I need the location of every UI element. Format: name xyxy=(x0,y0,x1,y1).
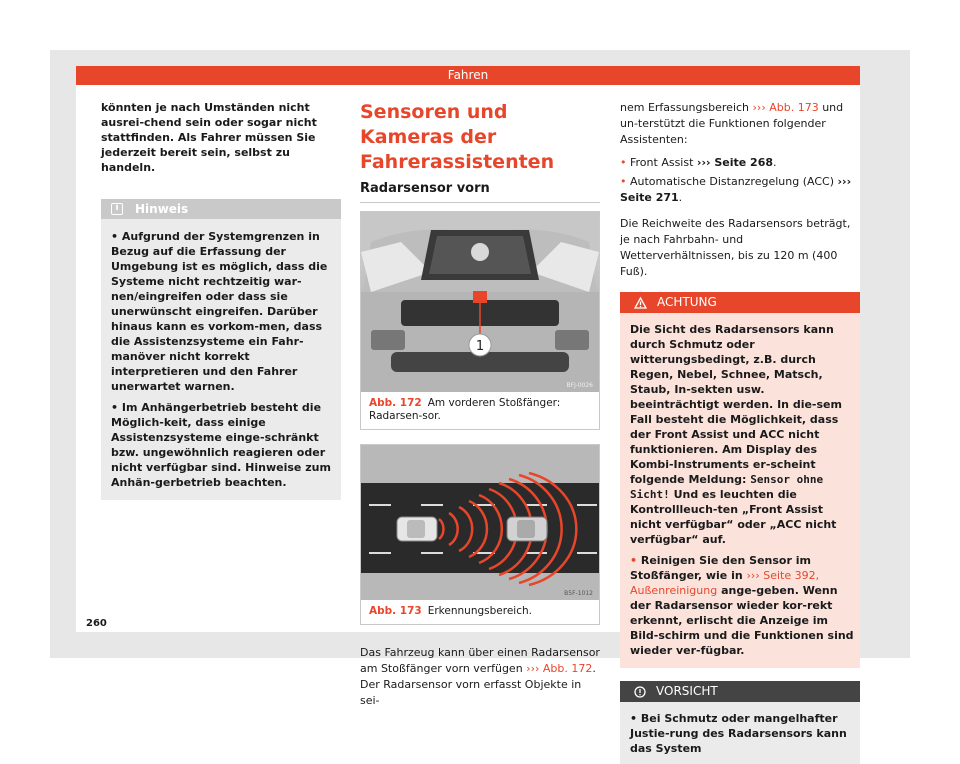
hint-title: Hinweis xyxy=(135,202,189,216)
figure-172-link[interactable]: ››› Abb. 172 xyxy=(526,662,593,675)
range-paragraph: Die Reichweite des Radarsensors beträgt, je nach Fahrbahn- und Wetterverhältnissen, bis zu 120 m (400 Fuß). xyxy=(620,217,851,278)
intro-text: könnten je nach Umständen nicht ausrei-chend sein oder sogar nicht stattfinden. Als Fahrer müssen Sie jederzeit bereit sein, selbst zu handeln. xyxy=(101,101,317,174)
warning-title: ACHTUNG xyxy=(657,295,717,309)
caution-body xyxy=(620,702,860,764)
assistants-text-b: und un-terstützt die Funktionen folgender Assistenten: xyxy=(620,101,844,146)
figure-172-label: Abb. 172 xyxy=(369,397,422,409)
figure-173-link[interactable]: ››› Abb. 173 xyxy=(752,101,819,114)
warning-text-a: Die Sicht des Radarsensors kann durch Schmutz oder witterungsbedingt, z.B. durch Regen, Nebel, Schnee, Matsch, Staub, In-sekten usw. beeinträchtigt werden. In die-sem Fall besteht die Möglichkeit, dass der Front Assist und ACC nicht funktionieren. Am Display des Kombi-Instruments er-scheint folgende Meldung: xyxy=(630,323,842,486)
caution-box xyxy=(620,681,860,764)
figure-173-label: Abb. 173 xyxy=(369,605,422,617)
warning-paragraph xyxy=(630,322,854,547)
warning-item-text-b: ange-geben. Wenn der Radarsensor wieder kor-rekt erkennt, erlischt die Anzeige im Bild-schirm und die Funktionen sind wieder ver-fügbar. xyxy=(630,584,854,657)
caution-item-text: Bei Schmutz oder mangelhafter Justie-rung des Radarsensors kann das System xyxy=(630,712,847,755)
acc-label: Automatische Distanzregelung (ACC) xyxy=(630,175,834,188)
section-title: Sensoren und Kameras der Fahrerassistenten xyxy=(360,101,555,173)
assistants-paragraph xyxy=(620,100,860,148)
front-assist-label: Front Assist xyxy=(630,156,694,169)
page-271-link[interactable]: ››› Seite 271 xyxy=(620,175,852,204)
warning-header xyxy=(620,292,860,313)
figure-172-code: BFJ-0026 xyxy=(566,382,593,389)
hint-item-text: Aufgrund der Systemgrenzen in Bezug auf die Erfassung der Umgebung ist es möglich, dass die Systeme nicht rechtzeitig war-nen/eingreifen oder dass sie unerwünscht eingreifen. Darüber hinaus kann es vorkom-men, dass die Assistenzsysteme ein Fahr-manöver nicht korrekt interpretieren und den Fahrer unerwartet warnen. xyxy=(111,230,328,393)
warning-item-text-a: Reinigen Sie den Sensor im Stoßfänger, wie in xyxy=(630,554,811,582)
figure-173-caption xyxy=(361,600,599,624)
figure-172-caption-text: Am vorderen Stoßfänger: Radarsen-sor. xyxy=(369,397,561,422)
radar-intro-text-b: . Der Radarsensor vorn erfasst Objekte in sei- xyxy=(360,662,596,707)
display-message: Sensor ohne Sicht! xyxy=(630,473,824,501)
warning-triangle-icon xyxy=(634,297,647,309)
warning-text-b: Und es leuchten die Kontrollleuch-ten „Front Assist nicht verfügbar“ oder „ACC nicht verfügbar“ auf. xyxy=(630,488,837,546)
caution-title: VORSICHT xyxy=(656,684,718,698)
radar-intro-text-a: Das Fahrzeug kann über einen Radarsensor am Stoßfänger vorn verfügen xyxy=(360,646,600,675)
list-item-front-assist: • Front Assist ››› Seite 268. xyxy=(620,156,777,169)
caution-icon xyxy=(634,686,646,698)
radar-intro-paragraph xyxy=(360,645,600,709)
caution-item: • Bei Schmutz oder mangelhafter Justie-rung des Radarsensors kann das System xyxy=(630,712,847,755)
hint-box xyxy=(101,199,341,500)
figure-172-marker: 1 xyxy=(475,339,485,354)
hint-header xyxy=(101,199,341,219)
detection-range-illustration xyxy=(361,445,599,600)
page-number: 260 xyxy=(86,618,107,629)
figure-173-caption-text: Erkennungsbereich. xyxy=(427,605,532,617)
hint-item-text: Im Anhängerbetrieb besteht die Möglich-keit, dass einige Assistenzsysteme einge-schränkt bzw. ungewöhnlich reagieren oder nicht verfügbar sind. Hinweise zum Anhän-gerbetrieb beachten. xyxy=(111,401,331,489)
column-right xyxy=(620,100,860,764)
figure-173-image xyxy=(361,445,599,600)
warning-list-item: • Reinigen Sie den Sensor im Stoßfänger, wie in ››› Seite 392, Außenreinigung ange-geben. Wenn der Radarsensor wieder kor-rekt erkennt, erlischt die Anzeige im Bild-schirm und die Funktionen sind wieder ver-fügbar. xyxy=(630,554,854,657)
figure-172 xyxy=(360,211,600,430)
warning-body xyxy=(620,313,860,668)
page-392-link[interactable]: ››› Seite 392, Außenreinigung xyxy=(630,569,820,597)
column-left xyxy=(101,100,341,500)
section-header: Fahren xyxy=(76,66,860,85)
warning-box xyxy=(620,292,860,668)
figure-173-code: B5F-1012 xyxy=(564,590,593,597)
list-item-acc: • Automatische Distanzregelung (ACC) ››› Seite 271. xyxy=(620,175,852,204)
info-icon: i xyxy=(111,203,123,215)
figure-173 xyxy=(360,444,600,625)
car-front-illustration xyxy=(361,212,599,392)
page-268-link[interactable]: ››› Seite 268 xyxy=(696,156,773,169)
assistants-text-a: nem Erfassungsbereich xyxy=(620,101,750,114)
figure-172-caption xyxy=(361,392,599,429)
hint-item: • Aufgrund der Systemgrenzen in Bezug auf die Erfassung der Umgebung ist es möglich, dass die Systeme nicht rechtzeitig war-nen/eingreifen oder dass sie unerwünscht eingreifen. Darüber hinaus kann es vorkom-men, dass die Assistenzsysteme ein Fahr-manöver nicht korrekt interpretieren und den Fahrer unerwartet warnen. xyxy=(111,230,328,393)
subsection-title: Radarsensor vorn xyxy=(360,181,600,203)
hint-body xyxy=(101,219,341,500)
manual-page xyxy=(76,66,860,755)
hint-item: • Im Anhängerbetrieb besteht die Möglich-keit, dass einige Assistenzsysteme einge-schränkt bzw. ungewöhnlich reagieren oder nicht verfügbar sind. Hinweise zum Anhän-gerbetrieb beachten. xyxy=(111,401,331,489)
caution-header xyxy=(620,681,860,702)
figure-172-image xyxy=(361,212,599,392)
column-middle xyxy=(360,100,600,709)
